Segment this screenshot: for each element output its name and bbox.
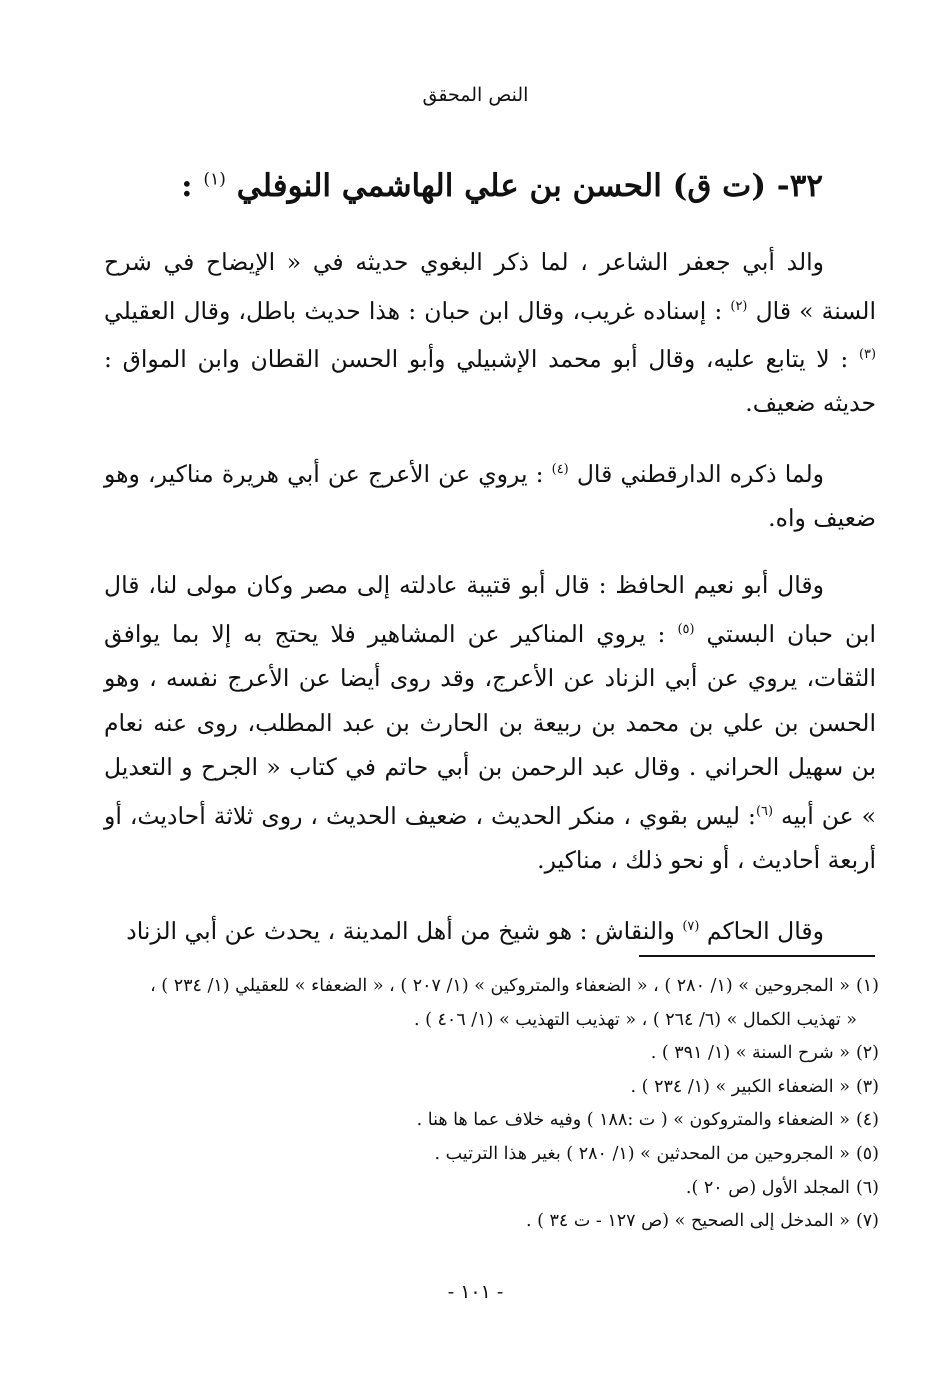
paragraph-text: : يروي المناكير عن المشاهير فلا يحتج به إلا بما يوافق الثقات، يروي عن أبي الزناد عن الأعرج، وقد روى أيضا عن الأعرج نفسه ، وهو الحسن بن علي بن محمد بن ربيعة بن الحارث بن عبد المطلب، روى عنه نعام بن سهيل الحراني . وقال عبد الرحمن بن أبي حاتم في كتاب « الجرح و التعديل » عن أبيه — [104, 619, 876, 830]
body-text — [104, 240, 876, 953]
footnote-ref-2: (٢) — [730, 298, 748, 314]
footnote-4 — [100, 1104, 879, 1138]
footnote-ref-5: (٥) — [677, 621, 695, 637]
footnote-3 — [100, 1071, 879, 1105]
paragraph-text: والد أبي جعفر الشاعر ، لما ذكر البغوي حديثه في « الإيضاح في شرح السنة » قال — [104, 248, 876, 325]
footnote-number: (١) — [855, 976, 879, 996]
footnote-text: المجلد الأول (ص ٢٠ ). — [685, 1177, 850, 1198]
paragraph-3 — [104, 563, 876, 883]
footnote-text: « تهذيب الكمال » (٦/ ٢٦٤ ) ، « تهذيب التهذيب » (١/ ٤٠٦ ) . — [414, 1009, 857, 1030]
paragraph-text: : إسناده غريب، وقال ابن حبان : هذا حديث باطل، وقال العقيلي — [104, 296, 731, 325]
running-header: النص المحقق — [422, 84, 529, 106]
footnote-text: « الضعفاء والمتروكون » ( ت :١٨٨ ) وفيه خلاف عما ها هنا . — [416, 1110, 850, 1131]
paragraph-text: ولما ذكره الدارقطني قال — [576, 459, 824, 488]
footnote-text: « شرح السنة » (١/ ٣٩١ ) . — [650, 1043, 850, 1064]
paragraph-text: والنقاش : هو شيخ من أهل المدينة ، يحدث عن أبي الزناد — [126, 916, 683, 945]
page-number: - ١٠١ - — [447, 1281, 504, 1303]
footnote-ref-3: (٣) — [858, 347, 876, 363]
footnote-number: (٣) — [855, 1076, 879, 1097]
footnote-divider — [639, 955, 875, 957]
footnote-ref-4: (٤) — [551, 462, 569, 478]
footnote-number: (٧) — [855, 1211, 879, 1232]
footnote-1 — [100, 970, 879, 1004]
footnote-ref-1: (١) — [203, 169, 226, 190]
footnote-number: (٤) — [855, 1110, 879, 1131]
entry-heading — [123, 168, 823, 204]
entry-heading-colon: : — [181, 168, 204, 204]
footnote-ref-6: (٦) — [755, 803, 774, 819]
footnote-2 — [100, 1037, 879, 1071]
footnote-6 — [100, 1172, 879, 1206]
footnote-7 — [100, 1205, 879, 1239]
footnote-number: (٦) — [855, 1177, 879, 1198]
footnote-text: « الضعفاء الكبير » (١/ ٢٣٤ ) . — [630, 1076, 850, 1097]
paragraph-4 — [104, 905, 876, 953]
footnote-number: (٢) — [855, 1043, 879, 1064]
paragraph-2 — [104, 448, 876, 541]
footnote-1-continued — [100, 1004, 879, 1038]
footnote-text: « المدخل إلى الصحيح » (ص ١٢٧ - ت ٣٤ ) . — [525, 1211, 850, 1232]
paragraph-text: : ليس بقوي ، منكر الحديث ، ضعيف الحديث ، روى ثلاثة أحاديث، أو أربعة أحاديث ، أو نحو ذلك ، مناكير. — [104, 801, 876, 875]
entry-heading-text: ٣٢- (ت ق) الحسن بن علي الهاشمي النوفلي — [236, 168, 823, 204]
footnote-ref-7: (٧) — [682, 918, 700, 934]
paragraph-1 — [104, 240, 876, 426]
paragraph-text: وقال أبو نعيم الحافظ : قال أبو قتيبة عادلته إلى مصر وكان مولى لنا، قال ابن حبان البستي — [104, 571, 876, 648]
footnote-text: « المجروحين من المحدثين » (١/ ٢٨٠ ) بغير هذا الترتيب . — [434, 1143, 850, 1164]
paragraph-text: : يروي عن الأعرج عن أبي هريرة مناكير، وهو ضعيف واه. — [104, 459, 876, 533]
footnote-5 — [100, 1138, 879, 1172]
paragraph-text: : لا يتابع عليه، وقال أبو محمد الإشبيلي وأبو الحسن القطان وابن المواق : حديثه ضعيف. — [104, 344, 876, 418]
footnote-number: (٥) — [855, 1143, 879, 1164]
paragraph-text: وقال الحاكم — [706, 916, 824, 945]
footnotes — [100, 970, 879, 1239]
footnote-text: « المجروحين » (١/ ٢٨٠ ) ، « الضعفاء والمتروكين » (١/ ٢٠٧ ) ، « الضعفاء » للعقيلي (١/ ٢٣٤ ) ، — [150, 976, 850, 996]
